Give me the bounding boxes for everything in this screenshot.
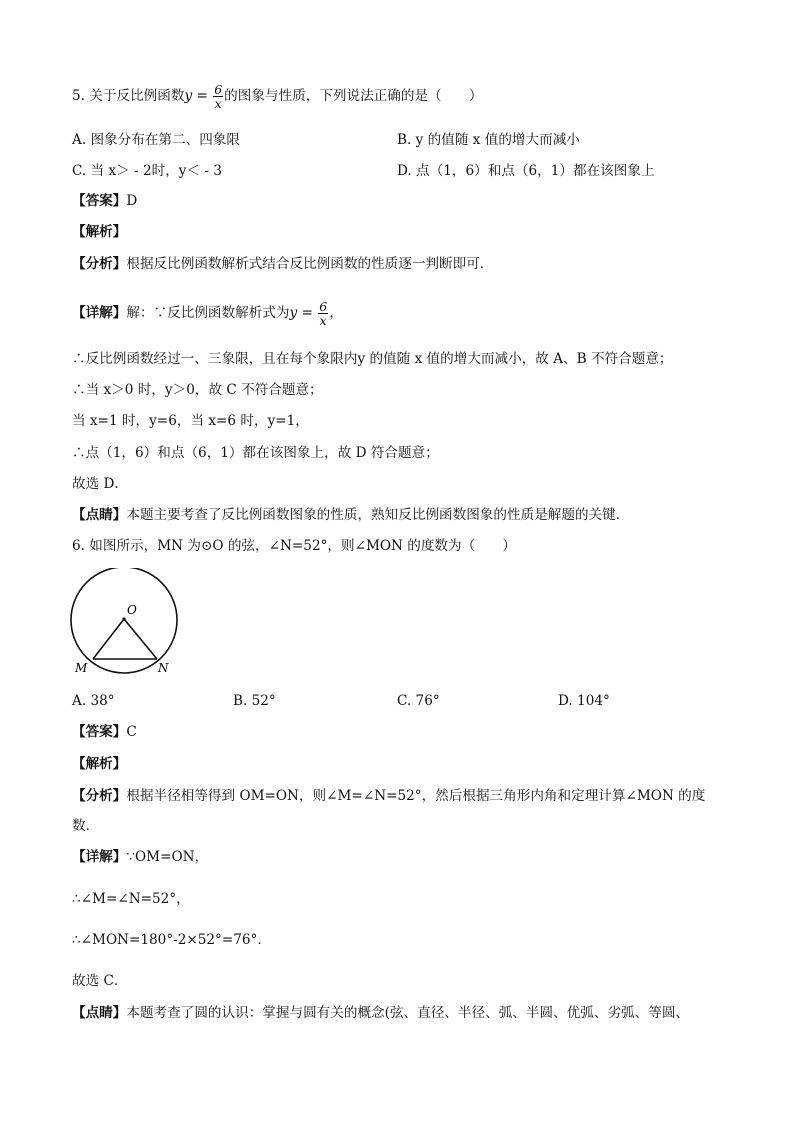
q5-detail-suffix: ， (329, 305, 343, 321)
q5-detail-fraction (318, 300, 328, 327)
q6-fenxi-cont: 数． (72, 818, 100, 834)
q5-comment-tag: 【点睛】 (72, 507, 127, 523)
q5-analysis-tag: 【解析】 (72, 224, 127, 240)
q6-line-3: 故选 C． (72, 973, 128, 989)
q5-stem: 5. 关于反比例函数y = $\frac{6}{x}$ 的图象与性质，下列说法正确的是（ ） (72, 82, 483, 111)
q6-answer (72, 722, 137, 742)
q6-fenxi-tag: 【分析】 (72, 788, 127, 804)
q6-comment-tag: 【点睛】 (72, 1005, 127, 1021)
radius-on (124, 619, 157, 659)
q5-detail-tag: 【详解】 (72, 305, 127, 321)
q5-frac-num: 6 (214, 82, 223, 97)
q6-detail-text: ∵OM=ON， (126, 849, 209, 865)
q6-fenxi-text: 根据半径相等得到 OM=ON，则∠M=∠N=52°，然后根据三角形内角和定理计算∠MON 的度 (126, 788, 706, 804)
q5-line-2: ∴当 x＞0 时，y＞0，故 C 不符合题意； (72, 382, 323, 398)
q6-circle-figure (66, 568, 186, 680)
q6-option-b: B. 52° (233, 693, 276, 709)
q6-option-c: C. 76° (397, 693, 440, 709)
q5-line-4: ∴点（1，6）和点（6，1）都在该图象上，故 D 符合题意； (72, 445, 439, 461)
q5-detail-prefix: 解：∵反比例函数解析式为 (126, 305, 290, 321)
label-n: N (158, 661, 169, 675)
q5-option-b: B. y 的值随 x 值的增大而减小 (397, 132, 580, 148)
q5-line-1: ∴反比例函数经过一、三象限，且在每个象限内y 的值随 x 值的增大而减小，故 A、B 不符合题意； (72, 351, 673, 367)
q6-comment-text: 本题考查了圆的认识：掌握与圆有关的概念(弦、直径、半径、弧、半圆、优弧、劣弧、等圆、 (126, 1005, 690, 1021)
q5-func-var: y (184, 88, 193, 104)
q5-fenxi-tag: 【分析】 (72, 256, 127, 272)
q6-answer-tag: 【答案】 (72, 724, 127, 740)
q5-fenxi (72, 254, 493, 274)
q5-fraction (213, 83, 223, 110)
q6-comment (72, 1003, 689, 1023)
q5-stem-suffix: 的图象与性质，下列说法正确的是（ ） (224, 88, 483, 104)
q5-detail-frac-num: 6 (319, 299, 328, 314)
q5-fenxi-text: 根据反比例函数解析式结合反比例函数的性质逐一判断即可． (126, 256, 494, 272)
q6-option-d: D. 104° (558, 693, 610, 709)
q6-detail (72, 847, 208, 867)
q5-line-3: 当 x=1 时，y=6，当 x=6 时，y=1， (72, 413, 309, 429)
q6-answer-value: C (126, 724, 137, 740)
q5-stem-prefix: 5. 关于反比例函数 (72, 88, 185, 104)
q5-detail-frac-den: x (319, 313, 327, 328)
q5-option-d: D. 点（1，6）和点（6，1）都在该图象上 (397, 163, 655, 179)
q5-line-5: 故选 D． (72, 476, 129, 492)
q6-analysis-tag: 【解析】 (72, 756, 127, 772)
label-m: M (75, 661, 88, 675)
q5-option-a: A. 图象分布在第二、四象限 (72, 132, 240, 148)
q6-line-1: ∴∠M=∠N=52°， (72, 891, 190, 907)
q6-stem: 6. 如图所示，MN 为⊙O 的弦，∠N=52°，则∠MON 的度数为（ ） (72, 538, 516, 554)
q5-frac-den: x (214, 96, 222, 111)
q6-option-a: A. 38° (72, 693, 115, 709)
q6-detail-tag: 【详解】 (72, 849, 127, 865)
q5-detail: 【详解】解：∵反比例函数解析式为y = $\frac{6}{x}$ ， (72, 299, 343, 328)
q5-option-c: C. 当 x＞ - 2时，y＜ - 3 (72, 163, 222, 179)
q6-line-2: ∴∠MON=180°-2×52°=76°． (72, 932, 271, 948)
q5-answer (72, 191, 137, 211)
q5-answer-value: D (126, 193, 138, 209)
q5-answer-tag: 【答案】 (72, 193, 127, 209)
q6-fenxi (72, 786, 705, 806)
q5-detail-var: y (289, 305, 298, 321)
label-o: O (127, 603, 137, 617)
radius-om (93, 619, 124, 659)
center-point (122, 617, 125, 620)
q5-comment (72, 505, 629, 525)
q5-comment-text: 本题主要考查了反比例函数图象的性质，熟知反比例函数图象的性质是解题的关键． (126, 507, 630, 523)
